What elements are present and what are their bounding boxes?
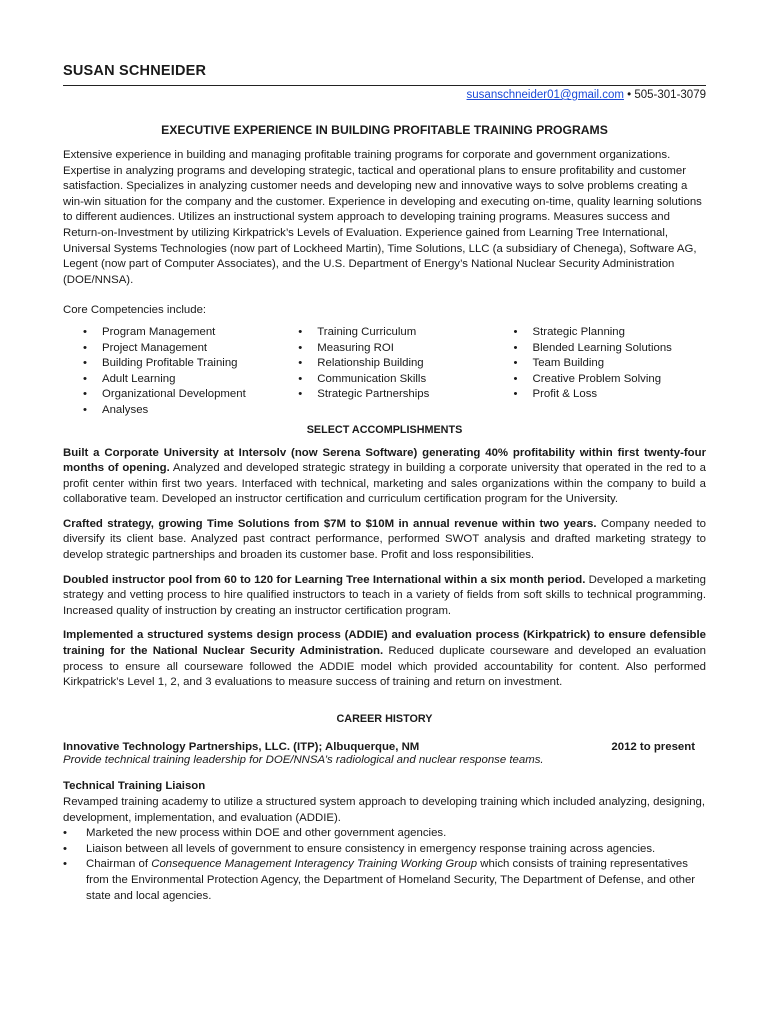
competencies-intro	[63, 303, 706, 319]
competencies-column-2	[293, 325, 508, 419]
accomplishment-lead: Crafted strategy, growing Time Solutions from $7M to $10M in annual revenue within two years.	[63, 517, 597, 530]
competency-item: • Program Management	[78, 325, 293, 341]
competency-item: • Blended Learning Solutions	[509, 341, 706, 357]
competency-item: • Creative Problem Solving	[509, 372, 706, 388]
chair-prefix: Chairman of	[86, 858, 152, 871]
candidate-name: SUSAN SCHNEIDER	[63, 63, 207, 79]
header-divider	[63, 85, 706, 86]
competency-item: • Analyses	[78, 403, 293, 419]
competency-item: • Profit & Loss	[509, 387, 706, 403]
role-title: Technical Training Liaison	[63, 780, 206, 793]
role-description: Revamped training academy to utilize a structured system approach to developing training which included analyzing, designing, development, implementation, and evaluation (ADDIE).	[63, 796, 706, 824]
contact-separator: •	[623, 89, 635, 101]
job-header	[63, 741, 706, 753]
role-bullet: • Liaison between all levels of government to ensure consistency in emergency response training across agencies.	[63, 842, 706, 858]
competency-item: • Communication Skills	[293, 372, 508, 388]
chair-suffix: which consists of training representatives from the Environmental Protection Agency, the Department of Homeland Security, The Department of Defense, and other state and local agencies.	[86, 858, 696, 902]
company-name: Innovative Technology Partnerships, LLC. (ITP); Albuquerque, NM	[63, 740, 420, 753]
accomplishment-item	[63, 517, 706, 564]
competencies-label: Core Competencies	[63, 304, 164, 317]
competency-item: • Strategic Planning	[509, 325, 706, 341]
competency-item: • Building Profitable Training	[78, 356, 293, 372]
role-bullets	[63, 826, 706, 904]
role-bullet	[63, 857, 706, 904]
career-heading: CAREER HISTORY	[336, 712, 433, 725]
accomplishment-lead: Built a Corporate University at Intersolv (now Serena Software) generating 40% profitability within first twenty-four months of opening.	[63, 446, 706, 475]
contact-line	[63, 89, 706, 105]
competency-item: • Training Curriculum	[293, 325, 508, 341]
phone-number: 505-301-3079	[634, 89, 706, 101]
accomplishment-item	[63, 628, 706, 690]
company-tagline: Provide technical training leadership for DOE/NNSA’s radiological and nuclear response teams.	[63, 753, 544, 766]
summary-paragraph: Extensive experience in building and managing profitable training programs for corporate and government organizations. Expertise in analyzing programs and developing strategic, tactical and operational plans to ensure profitability and customer satisfaction. Specializes in analyzing customer needs and developing new and innovative ways to solve problems creating a win-win situation for the company and the customer. Experience in developing and executing on-time, quality learning solutions to different audiences. Utilizes an instructional system approach to developing training programs. Measures success and Return-on-Investment by utilizing Kirkpatrick’s Levels of Evaluation. Experience gained from Learning Tree International, Universal Systems Technologies (now part of Lockheed Martin), Time Solutions, LLC (a subsidiary of Chenega), Software AG, Legent (now part of Computer Associates), and the U.S. Department of Energy’s National Nuclear Security Administration (DOE/NNSA).	[63, 149, 702, 286]
accomplishments-heading: SELECT ACCOMPLISHMENTS	[306, 423, 463, 436]
accomplishment-item	[63, 446, 706, 508]
working-group-name: Consequence Management Interagency Training Working Group	[151, 858, 478, 871]
competency-item: • Project Management	[78, 341, 293, 357]
competency-item: • Measuring ROI	[293, 341, 508, 357]
accomplishment-lead: Doubled instructor pool from 60 to 120 for Learning Tree International within a six month period.	[63, 573, 586, 586]
competency-item: • Adult Learning	[78, 372, 293, 388]
job-dates: 2012 to present	[611, 740, 695, 753]
competencies-column-1	[78, 325, 293, 419]
competencies-column-3	[509, 325, 706, 419]
role-bullet: • Marketed the new process within DOE and other government agencies.	[63, 826, 706, 842]
email-link[interactable]: susanschneider01@gmail.com	[466, 89, 624, 101]
competency-item: • Strategic Partnerships	[293, 387, 508, 403]
accomplishment-body: Reduced duplicate courseware and developed an evaluation process to ensure all courseware followed the ADDIE model which provided accountability for content. Also performed Kirkpatrick’s Level 1, 2, and 3 evaluations to measure success of training and return on investment.	[63, 645, 706, 689]
competency-item: • Team Building	[509, 356, 706, 372]
accomplishment-body: Developed a marketing strategy and vetting process to hire qualified instructors to teach in a variety of fields from soft skills to technical programming. Increased quality of instruction by creating an instructor certification program.	[63, 573, 706, 617]
accomplishment-body: Company needed to diversify its client base. Analyzed past contract performance, performed SWOT analysis and drafted marketing strategy to develop strategic partnerships and broaden its customer base. Profit and loss responsibilities.	[63, 517, 706, 562]
accomplishment-item	[63, 573, 706, 620]
competencies-grid	[63, 325, 706, 419]
competency-item: • Organizational Development	[78, 387, 293, 403]
accomplishment-body: Analyzed and developed strategic strategy in building a corporate university that operated in the red to a profit center within first two years. Interfaced with technical, marketing and sales organizations within the company to build a collaborative team. Developed an instructor certification and curriculum certification program for the University.	[63, 462, 706, 506]
competencies-suffix: include:	[163, 304, 207, 317]
competency-item: • Relationship Building	[293, 356, 508, 372]
accomplishment-lead: Implemented a structured systems design process (ADDIE) and evaluation process (Kirkpatrick) to ensure defensible training for the National Nuclear Security Administration.	[63, 629, 706, 658]
resume-headline: EXECUTIVE EXPERIENCE IN BUILDING PROFITABLE TRAINING PROGRAMS	[161, 123, 608, 137]
